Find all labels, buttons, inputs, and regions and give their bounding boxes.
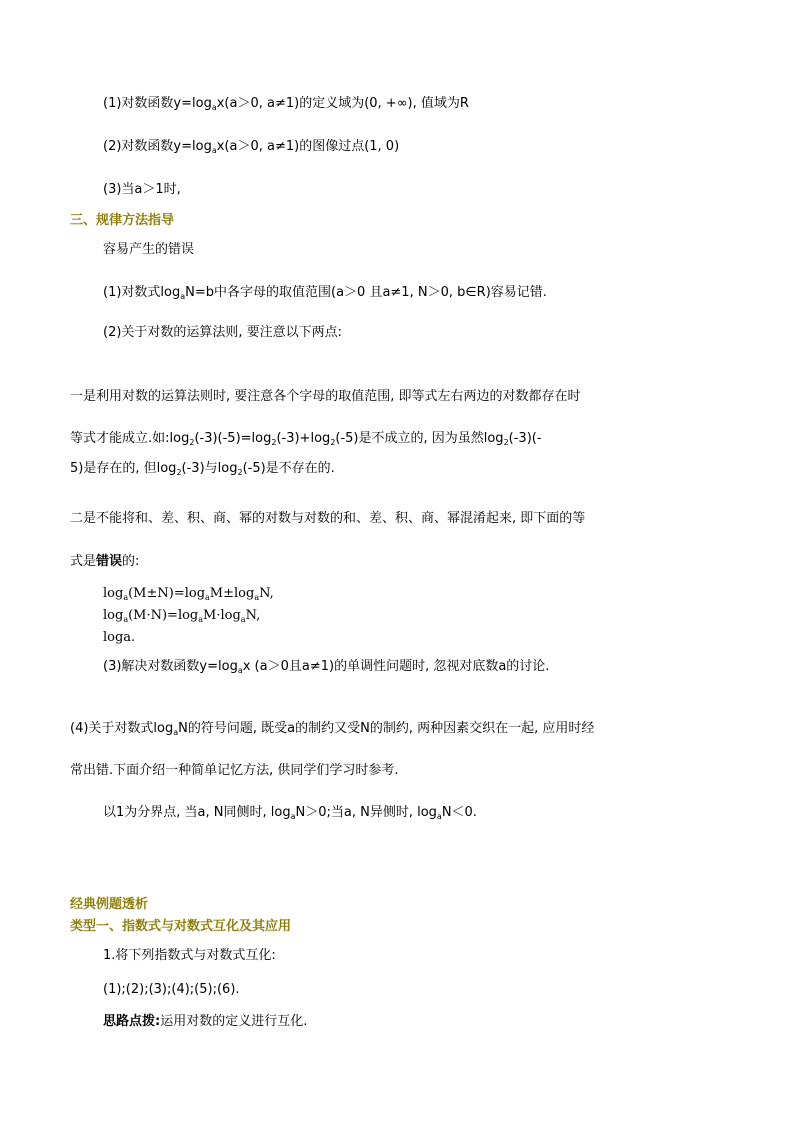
memory-rule: 以1为分界点, 当a, N同侧时, $\log_aN>0$;当a, N异侧时, $\log_aN<0$. xyxy=(103,805,477,821)
error-2: (2)关于对数的运算法则, 要注意以下两点: xyxy=(103,325,343,340)
property-2: (2)对数函数$y=\log_ax(a>0$, a≠1)的图像过点(1, 0) xyxy=(103,139,400,155)
question-1-items: (1);(2);(3);(4);(5);(6). xyxy=(103,982,240,997)
error-4-line-2: 常出错.下面介绍一种简单记忆方法, 供同学们学习时参考. xyxy=(70,763,399,778)
rule-2-line-2: 式是错误的: xyxy=(70,554,140,569)
type-1-heading: 类型一、指数式与对数式互化及其应用 xyxy=(70,919,292,934)
error-3: (3)解决对数函数$y=\log_ax$ (a＞0且a≠1)的单调性问题时, 忽视对底数a的讨论. xyxy=(103,659,550,675)
section-heading-3: 三、规律方法指导 xyxy=(70,213,175,228)
formula-3: loga. xyxy=(103,630,136,645)
property-1: (1)对数函数$y=\log_ax(a>0$, a≠1)的定义域为(0, +∞), 值域为R xyxy=(103,96,469,112)
property-3: (3)当a＞1时, xyxy=(103,182,181,197)
rule-2-line-1: 二是不能将和、差、积、商、幂的对数与对数的和、差、积、商、幂混淆起来, 即下面的等 xyxy=(70,511,586,526)
classic-examples-heading: 经典例题透析 xyxy=(70,897,149,912)
error-1: (1)对数式$\log_aN=b$中各字母的取值范围(a＞0 且a≠1, N＞0, b∈R)容易记错. xyxy=(103,285,547,301)
error-4-line-1: (4)关于对数式$\log_aN$的符号问题, 既受a的制约又受N的制约, 两种因素交织在一起, 应用时经 xyxy=(70,721,595,737)
hint: 思路点拨:运用对数的定义进行互化. xyxy=(103,1014,308,1029)
rule-1-line-3: 5)是存在的, 但$\log_2(-3)$与$\log_2(-5)$是不存在的. xyxy=(70,461,335,477)
question-1: 1.将下列指数式与对数式互化: xyxy=(103,948,276,963)
formula-2: $\log_a(M\cdot N)=\log_aM\cdot\log_aN$, xyxy=(103,608,261,624)
formula-1: $\log_a(M\pm N)=\log_aM\pm\log_aN$, xyxy=(103,586,274,602)
errors-title: 容易产生的错误 xyxy=(103,242,195,257)
rule-1-line-2: 等式才能成立.如$:\log_2(-3)(-5)=\log_2(-3)+\log_2(-5)$是不成立的, 因为虽然$\log_2(-3)(-$ xyxy=(70,431,542,447)
rule-1-line-1: 一是利用对数的运算法则时, 要注意各个字母的取值范围, 即等式左右两边的对数都存在时 xyxy=(70,389,581,404)
